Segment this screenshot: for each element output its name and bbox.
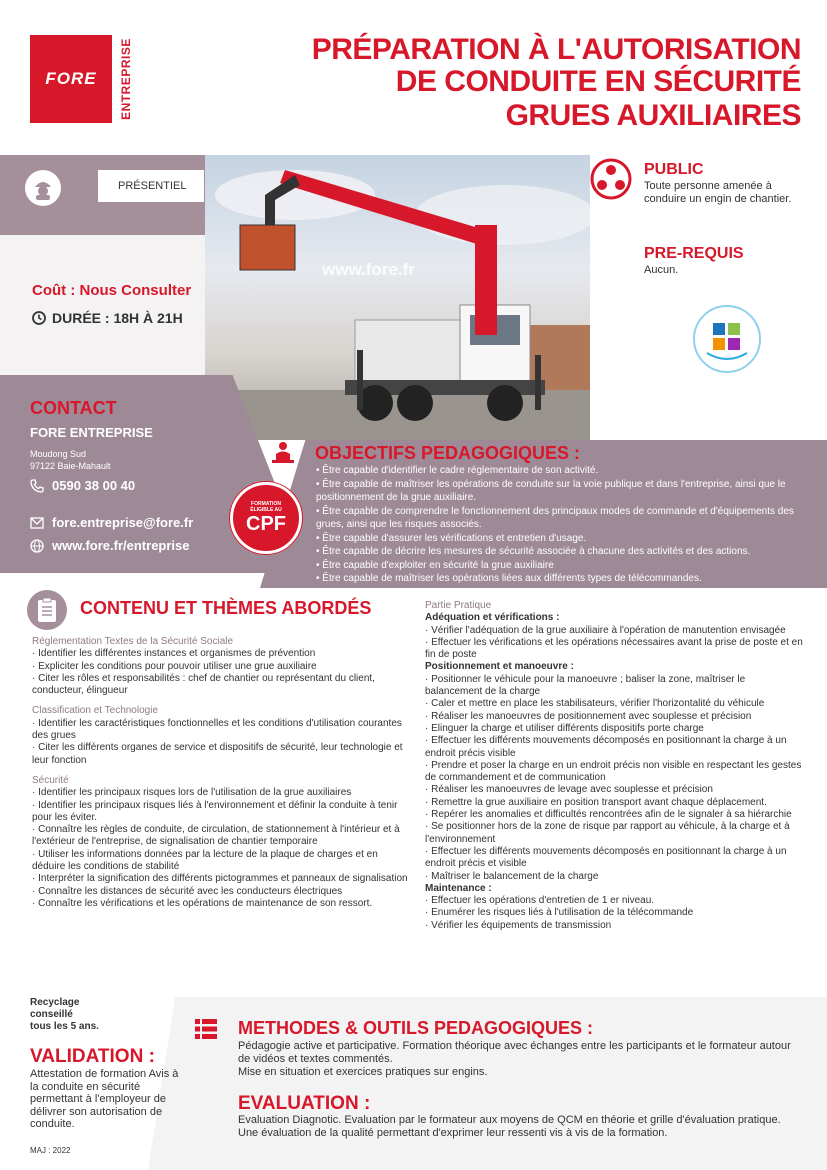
validation-title: VALIDATION : [30,1046,155,1067]
duration-text: DURÉE : 18H À 21H [52,310,183,326]
logo-subtitle-text: ENTREPRISE [119,38,133,120]
contenu-item: · Réaliser les manoeuvres de positionnement avec souplesse et précision [425,710,752,722]
prereq-title: PRE-REQUIS [644,245,744,262]
contact-web-text: www.fore.fr/entreprise [52,538,190,553]
phone-icon [30,479,44,493]
cpf-small-line2: ÉLIGIBLE AU [250,507,282,513]
contenu-item: · Connaître les règles de conduite, de circulation, de stationnement à l'intérieur et à l'extérieur de l'entreprise, de signalisation de chantier temporaire [32,824,400,848]
contenu-item: · Prendre et poser la charge en un endroit précis non visible en respectant les gestes de commandement et de communication [425,759,802,784]
page-title-line2: DE CONDUITE EN SÉCURITÉ [395,65,801,98]
handicap-referent-badge-icon [693,305,761,373]
contenu-subheading: Adéquation et vérifications : [425,612,560,624]
objectif-item: • Être capable de comprendre le fonctionnement des principaux modes de commande et d'équipements des grues, ainsi que les risques associés. [316,505,794,530]
contenu-item: · Caler et mettre en place les stabilisateurs, vérifier l'horizontalité du véhicule [425,698,765,710]
contenu-item: · Connaître les distances de sécurité avec les conducteurs électriques [32,885,343,897]
contenu-item: · Connaître les vérifications et les opérations de maintenance de son ressort. [32,897,373,909]
contenu-item: · Identifier les principaux risques lors de l'utilisation de la grue auxiliaires [32,787,352,799]
contenu-item: · Maîtriser le balancement de la charge [425,870,599,882]
contact-address [30,448,111,472]
contenu-item: · Identifier les caractéristiques fonctionnelles et les conditions d'utilisation courantes des grues [32,717,402,742]
cpf-badge [230,482,302,554]
methodes-text-1: Pédagogie active et participative. Formation théorique avec échanges entre les participants et le formateur autour de vidéos et textes commentés. [238,1040,791,1065]
worker-helmet-icon [25,170,61,206]
objectif-item: • Être capable de maîtriser les opérations de conduite sur la voie publique et dans l'entreprise, ainsi que le positionnement de la grue auxiliaire. [316,478,786,503]
email-icon [30,517,44,529]
evaluation-text: Evaluation Diagnotic. Evaluation par le formateur aux moyens de QCM en théorie et grille d'évaluation pratique. Une évaluation de la qualité permettant d'exprimer leur ressenti vis à vis de la formation. [238,1114,781,1139]
objectif-item: • Être capable d'identifier le cadre réglementaire de son activité. [316,465,599,476]
cost-text: Coût : Nous Consulter [32,282,192,299]
crane-truck-illustration [205,155,590,440]
methodes-text [238,1040,803,1079]
cpf-small-line1: FORMATION [251,501,281,507]
clock-icon [32,311,46,325]
contenu-item: · Réaliser les manoeuvres de levage avec souplesse et précision [425,784,713,796]
contenu-item: · Se positionner hors de la zone de risque par rapport au véhicule, à la charge et à l'environnement [425,821,790,845]
contenu-item: · Identifier les différentes instances et organismes de prévention [32,648,316,660]
evaluation-title: EVALUATION : [238,1093,371,1114]
contenu-item: · Enumérer les risques liés à l'utilisation de la télécommande [425,907,694,919]
cpf-big: CPF [246,513,286,535]
contenu-item: · Positionner le véhicule pour la manoeuvre ; baliser la zone, maîtriser le balancement de la charge [425,673,746,698]
contenu-item: · Effectuer les différents mouvements décomposés en positionnant la charge à un endroit précis visible [425,735,787,759]
methodes-title: METHODES & OUTILS PEDAGOGIQUES : [238,1018,594,1038]
logo-text: FORE [45,69,97,88]
page-title-line1: PRÉPARATION À L'AUTORISATION [311,33,801,66]
contenu-item: · Interpréter la signification des différents pictogrammes et panneaux de signalisation [32,873,408,885]
contact-email-text: fore.entreprise@fore.fr [52,515,194,530]
clipboard-icon [27,590,67,630]
contenu-item: · Remettre la grue auxiliaire en position transport avant chaque déplacement. [425,796,767,808]
contact-address-line1: Moudong Sud [30,449,87,459]
contact-title: CONTACT [30,398,117,418]
contact-email[interactable] [30,515,193,530]
fore-logo [30,35,112,123]
objectif-item: • Être capable de décrire les mesures de sécurité associée à chacune des activités et des actions. [316,546,751,557]
contenu-item: · Identifier les principaux risques liés à l'environnement et définir la conduite à tenir pour les éviter. [32,799,398,823]
list-icon [195,1018,217,1040]
update-date: MAJ : 2022 [30,1146,71,1155]
prereq-text: Aucun. [644,264,679,276]
contact-phone-text: 0590 38 00 40 [52,478,136,493]
contact-phone[interactable] [30,478,135,493]
contenu-title: CONTENU ET THÈMES ABORDÉS [80,598,372,618]
public-icon [590,158,632,200]
contenu-heading: Réglementation Textes de la Sécurité Sociale [32,636,234,647]
contenu-subheading: Maintenance : [425,882,492,894]
contenu-item: · Elinguer la charge et utiliser différents dispositifs porte charge [425,722,704,734]
public-text: Toute personne amenée à conduire un engin de chantier. [644,180,792,205]
contenu-item: · Effectuer les différents mouvements décomposés en positionnant la charge à un endroit précis et visible [425,845,787,870]
contenu-practice-heading: Partie Pratique [425,600,492,611]
duration [32,310,183,326]
contenu-practice-column [425,600,803,932]
contenu-item: · Vérifier les équipements de transmission [425,919,612,931]
objectif-item: • Être capable de maîtriser les opérations liées aux différents types de télécommandes. [316,573,702,584]
contenu-item: · Effectuer les opérations d'entretien de 1 er niveau. [425,895,655,907]
mode-label: PRÉSENTIEL [98,170,204,202]
contenu-item: · Effectuer les vérifications et les opérations nécessaires avant la prise de poste et en fin de poste [425,636,803,661]
contenu-item: · Repérer les anomalies et difficultés rencontrées afin de le signaler à sa hiérarchie [425,809,792,821]
contenu-item: · Utiliser les informations données par la lecture de la plaque de charges et en déduire les conditions de stabilité [32,848,378,873]
objectif-item: • Être capable d'assurer les vérifications et entretien d'usage. [316,532,587,544]
crane-truck-photo [205,155,590,440]
methodes-text-2: Mise en situation et exercices pratiques sur engins. [238,1066,488,1078]
public-title: PUBLIC [644,161,704,178]
objectifs-title: OBJECTIFS PEDAGOGIQUES : [315,443,581,463]
recyclage-line1: Recyclage [30,997,80,1008]
contenu-item: · Citer les rôles et responsabilités : chef de chantier ou représentant du client, conducteur, élingueur [32,672,375,697]
contenu-heading: Sécurité [32,774,69,786]
contenu-theory-column [32,636,410,910]
contenu-subheading: Positionnement et manoeuvre : [425,661,574,673]
recyclage-line2: conseillé [30,1009,73,1020]
page-title-line3: GRUES AUXILIAIRES [505,99,801,132]
logo-subtitle [112,35,140,123]
validation-text: Attestation de formation Avis à la conduite en sécurité permettant à l'employeur de délivrer son autorisation de conduite. [30,1068,179,1130]
contact-web[interactable] [30,538,190,553]
contenu-heading: Classification et Technologie [32,705,159,717]
contenu-item: · Vérifier l'adéquation de la grue auxiliaire à l'opération de manutention envisagée [425,624,786,636]
recyclage-line3: tous les 5 ans. [30,1021,99,1032]
contact-company: FORE ENTREPRISE [30,425,153,440]
contenu-item: · Citer les différents organes de service et dispositifs de sécurité, leur technologie et leur fonction [32,742,403,766]
objectifs-list [316,464,821,586]
contact-address-line2: 97122 Baie-Mahault [30,461,111,471]
photo-watermark: www.fore.fr [322,260,415,279]
contenu-item: · Expliciter les conditions pour pouvoir utiliser une grue auxiliaire [32,660,317,672]
recyclage-note [30,997,99,1033]
presenter-icon [270,440,296,466]
globe-icon [30,539,44,553]
objectif-item: • Être capable d'exploiter en sécurité la grue auxiliaire [316,559,554,571]
